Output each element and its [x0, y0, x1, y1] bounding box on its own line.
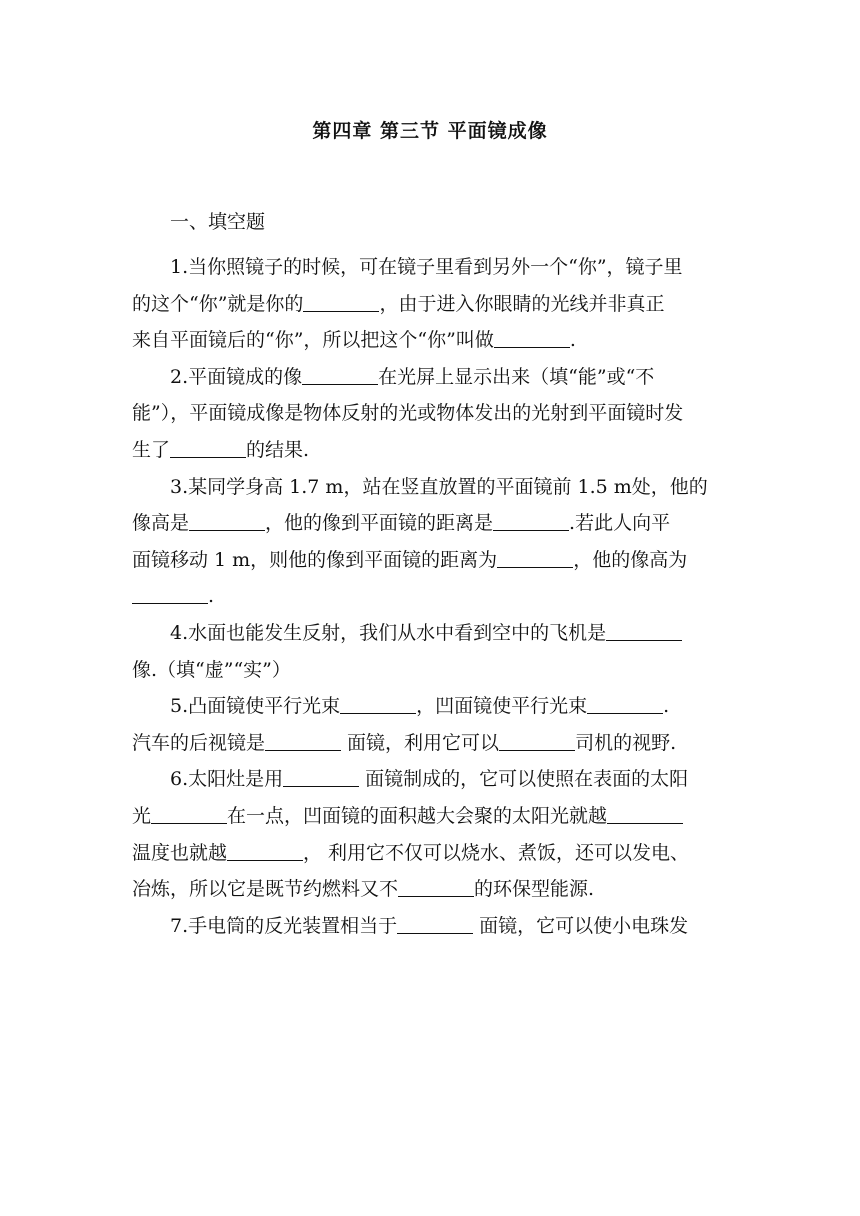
q3-line-2: 像高是 ，他的像到平面镜的距离是 .若此人向平 — [132, 512, 671, 535]
question-1 — [132, 249, 730, 359]
q1-line-1: 1.当你照镜子的时候，可在镜子里看到另外一个“你”，镜子里 — [170, 256, 683, 278]
page-title: 第四章 第三节 平面镜成像 — [312, 120, 548, 142]
q6-line-1: 6.太阳灶是用 面镜制成的，它可以使照在表面的太阳 — [170, 768, 689, 791]
q1-line-2: 的这个“你”就是你的 ，由于进入你眼睛的光线并非真正 — [132, 292, 665, 315]
question-7 — [132, 908, 730, 945]
question-5 — [132, 688, 730, 761]
question-list — [132, 249, 730, 944]
answer-blank[interactable] — [283, 768, 359, 787]
answer-blank[interactable] — [499, 732, 575, 751]
answer-blank[interactable] — [493, 512, 569, 531]
question-3 — [132, 469, 730, 615]
q3-line-1: 3.某同学身高 1.7 m，站在竖直放置的平面镜前 1.5 m处，他的 — [170, 475, 708, 498]
q5-line-2: 汽车的后视镜是 面镜，利用它可以 司机的视野. — [132, 731, 677, 754]
q6-line-2: 光 在一点，凹面镜的面积越大会聚的太阳光就越 — [132, 798, 730, 835]
q2-line-1: 2.平面镜成的像 在光屏上显示出来（填“能”或“不 — [170, 365, 655, 388]
answer-blank[interactable] — [170, 439, 246, 458]
q6-line-4: 冶炼，所以它是既节约燃料又不 的环保型能源. — [132, 878, 595, 901]
answer-blank[interactable] — [494, 329, 570, 348]
answer-blank[interactable] — [189, 512, 265, 531]
answer-blank[interactable] — [607, 805, 683, 824]
question-2 — [132, 359, 730, 469]
q7-line-1: 7.手电筒的反光装置相当于 面镜，它可以使小电珠发 — [170, 914, 689, 937]
q3-line-3: 面镜移动 1 m，则他的像到平面镜的距离为 ，他的像高为 — [132, 548, 688, 571]
q3-line-4: . — [132, 578, 730, 615]
answer-blank[interactable] — [340, 695, 416, 714]
q4-line-2: 像.（填“虚”“实”） — [132, 658, 291, 681]
section-heading: 一、填空题 — [170, 211, 266, 233]
answer-blank[interactable] — [606, 622, 682, 641]
answer-blank[interactable] — [587, 695, 663, 714]
question-4 — [132, 615, 730, 688]
q2-line-2: 能”），平面镜成像是物体反射的光或物体发出的光射到平面镜时发 — [132, 402, 684, 425]
q2-line-3: 生了 的结果. — [132, 438, 310, 461]
q5-line-1: 5.凸面镜使平行光束 ，凹面镜使平行光束 . — [170, 695, 670, 718]
answer-blank[interactable] — [265, 732, 341, 751]
q4-line-1: 4.水面也能发生反射，我们从水中看到空中的飞机是 — [132, 615, 730, 652]
answer-blank[interactable] — [303, 293, 379, 312]
answer-blank[interactable] — [227, 842, 303, 861]
answer-blank[interactable] — [497, 549, 573, 568]
q1-line-3: 来自平面镜后的“你”，所以把这个“你”叫做 . — [132, 329, 576, 352]
answer-blank[interactable] — [397, 915, 473, 934]
answer-blank[interactable] — [151, 805, 227, 824]
answer-blank[interactable] — [302, 366, 378, 385]
q6-line-3: 温度也就越 ， 利用它不仅可以烧水、煮饭，还可以发电、 — [132, 841, 690, 864]
answer-blank[interactable] — [132, 585, 208, 604]
question-6 — [132, 761, 730, 907]
answer-blank[interactable] — [398, 878, 474, 897]
